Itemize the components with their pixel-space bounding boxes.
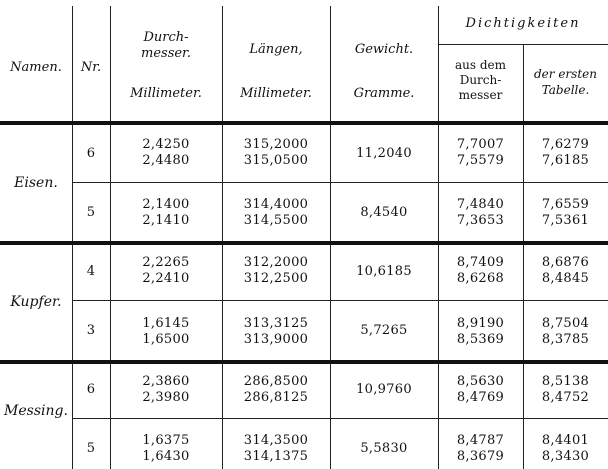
cell-laengen: 314,4000 314,5500 — [243, 197, 309, 228]
cell-dicht-b: 7,6279 7,6185 — [541, 137, 590, 168]
cell-laengen: 313,3125 313,9000 — [243, 316, 309, 347]
header-gewicht-unit: Gramme. — [353, 86, 415, 101]
cell-dicht-a: 7,4840 7,3653 — [456, 197, 505, 228]
cell-dicht-a: 8,7409 8,6268 — [456, 255, 505, 286]
cell-gewicht: 8,4540 — [360, 205, 408, 220]
cell-durchmesser: 2,3860 2,3980 — [142, 374, 190, 405]
header-laengen: Längen, — [249, 42, 303, 57]
header-nr: Nr. — [80, 60, 102, 75]
group-name: Eisen. — [14, 175, 58, 191]
cell-dicht-b: 8,4401 8,3430 — [541, 433, 590, 464]
cell-dicht-b: 8,7504 8,3785 — [541, 316, 590, 347]
cell-dicht-a: 7,7007 7,5579 — [456, 137, 505, 168]
cell-durchmesser: 2,4250 2,4480 — [142, 137, 190, 168]
cell-durchmesser: 1,6145 1,6500 — [142, 316, 190, 347]
header-dicht-b: der ersten Tabelle. — [534, 67, 597, 97]
header-gewicht: Gewicht. — [354, 42, 414, 57]
cell-dicht-b: 7,6559 7,5361 — [541, 197, 590, 228]
cell-nr: 6 — [86, 382, 96, 397]
row-rule — [72, 300, 608, 301]
cell-laengen: 286,8500 286,8125 — [243, 374, 309, 405]
cell-nr: 6 — [86, 146, 96, 161]
cell-durchmesser: 2,1400 2,1410 — [142, 197, 190, 228]
row-rule — [72, 182, 608, 183]
cell-laengen: 312,2000 312,2500 — [243, 255, 309, 286]
header-dicht-a: aus dem Durch- messer — [454, 58, 507, 102]
cell-nr: 5 — [86, 441, 96, 456]
cell-dicht-a: 8,5630 8,4769 — [456, 374, 505, 405]
cell-durchmesser: 2,2265 2,2410 — [142, 255, 190, 286]
group-rule — [0, 241, 608, 245]
header-durchmesser-unit: Millimeter. — [130, 86, 202, 101]
column-rule — [330, 6, 331, 469]
cell-laengen: 315,2000 315,0500 — [243, 137, 309, 168]
cell-gewicht: 5,5830 — [360, 441, 408, 456]
cell-gewicht: 10,6185 — [356, 264, 412, 279]
cell-gewicht: 11,2040 — [356, 146, 412, 161]
group-rule — [0, 360, 608, 364]
cell-dicht-a: 8,4787 8,3679 — [456, 433, 505, 464]
subheader-rule — [438, 44, 608, 45]
header-namen: Namen. — [10, 60, 62, 75]
cell-laengen: 314,3500 314,1375 — [243, 433, 309, 464]
group-name: Kupfer. — [10, 294, 62, 310]
cell-dicht-b: 8,6876 8,4845 — [541, 255, 590, 286]
group-name: Messing. — [4, 403, 68, 419]
cell-nr: 4 — [86, 264, 96, 279]
header-durchmesser: Durch- messer. — [141, 30, 191, 61]
cell-gewicht: 10,9760 — [356, 382, 412, 397]
cell-nr: 3 — [86, 323, 96, 338]
cell-durchmesser: 1,6375 1,6430 — [142, 433, 190, 464]
row-rule — [72, 418, 608, 419]
cell-dicht-b: 8,5138 8,4752 — [541, 374, 590, 405]
group-rule — [0, 121, 608, 125]
header-laengen-unit: Millimeter. — [240, 86, 312, 101]
cell-gewicht: 5,7265 — [360, 323, 408, 338]
header-dichtigkeiten: Dichtigkeiten — [465, 16, 581, 31]
cell-dicht-a: 8,9190 8,5369 — [456, 316, 505, 347]
cell-nr: 5 — [86, 205, 96, 220]
